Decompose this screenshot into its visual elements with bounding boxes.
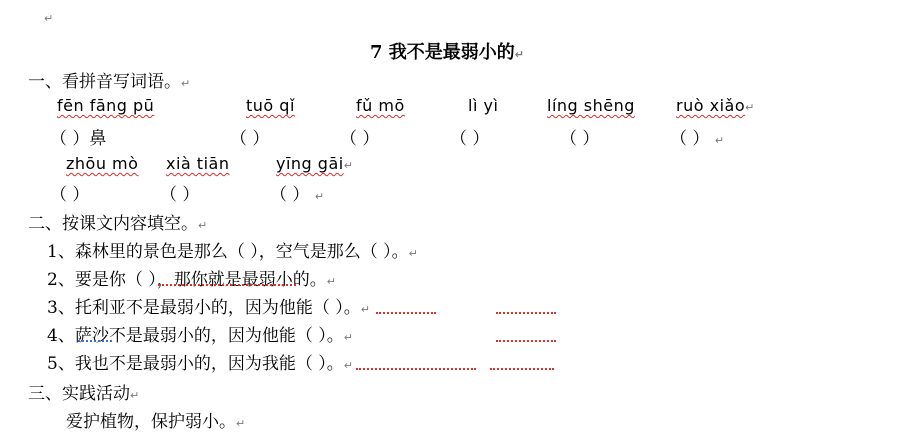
spellcheck-underline — [490, 364, 554, 370]
pinyin-item: fēn fāng pū — [57, 96, 155, 115]
section2-heading: 二、按课文内容填空。↵ — [28, 214, 208, 234]
fill-item: 4、萨沙不是最弱小的，因为他能（ ）。↵ — [47, 326, 353, 346]
pinyin-item: zhōu mò — [66, 154, 139, 173]
pinyin-item: líng shēng — [547, 96, 635, 115]
pinyin-item: tuō qǐ — [246, 96, 295, 115]
spellcheck-underline — [376, 308, 436, 314]
answer-blank[interactable]: （ ）鼻 — [50, 129, 107, 149]
answer-blank[interactable]: （ ） — [50, 185, 90, 205]
spellcheck-underline — [158, 280, 296, 286]
section3-heading: 三、实践活动↵ — [28, 384, 140, 404]
pinyin-item: ruò xiǎo↵ — [676, 96, 755, 115]
fill-item: 2、要是你（ ），那你就是最弱小的。↵ — [47, 270, 336, 290]
fill-item: 3、托利亚不是最弱小的，因为他能（ ）。↵ — [47, 298, 370, 318]
pinyin-item: lì yì — [468, 96, 499, 115]
fill-item: 5、我也不是最弱小的，因为我能（ ）。↵ — [47, 354, 353, 374]
answer-blank[interactable]: （ ） ↵ — [670, 129, 725, 149]
spellcheck-underline — [496, 336, 556, 342]
grammar-underline — [78, 336, 112, 342]
practice-text: 爱护植物，保护弱小。↵ — [66, 412, 246, 432]
answer-blank[interactable]: （ ） — [230, 129, 270, 149]
section1-heading: 一、看拼音写词语。↵ — [28, 72, 191, 92]
answer-blank[interactable]: （ ） — [450, 129, 490, 149]
pinyin-item: yīng gāi↵ — [276, 154, 354, 173]
paragraph-mark: ↵ — [44, 12, 54, 25]
lesson-title: 7 我不是最弱小的↵ — [370, 42, 525, 63]
spellcheck-underline — [356, 364, 476, 370]
answer-blank[interactable]: （ ） ↵ — [270, 185, 325, 205]
answer-blank[interactable]: （ ） — [560, 129, 600, 149]
spellcheck-underline — [496, 308, 556, 314]
fill-item: 1、森林里的景色是那么（ ），空气是那么（ ）。↵ — [47, 242, 418, 262]
pinyin-item: xià tiān — [166, 154, 230, 173]
pinyin-item: fǔ mō — [356, 96, 405, 115]
answer-blank[interactable]: （ ） — [160, 185, 200, 205]
answer-blank[interactable]: （ ） — [340, 129, 380, 149]
lesson-title-text: 7 我不是最弱小的 — [370, 42, 515, 63]
